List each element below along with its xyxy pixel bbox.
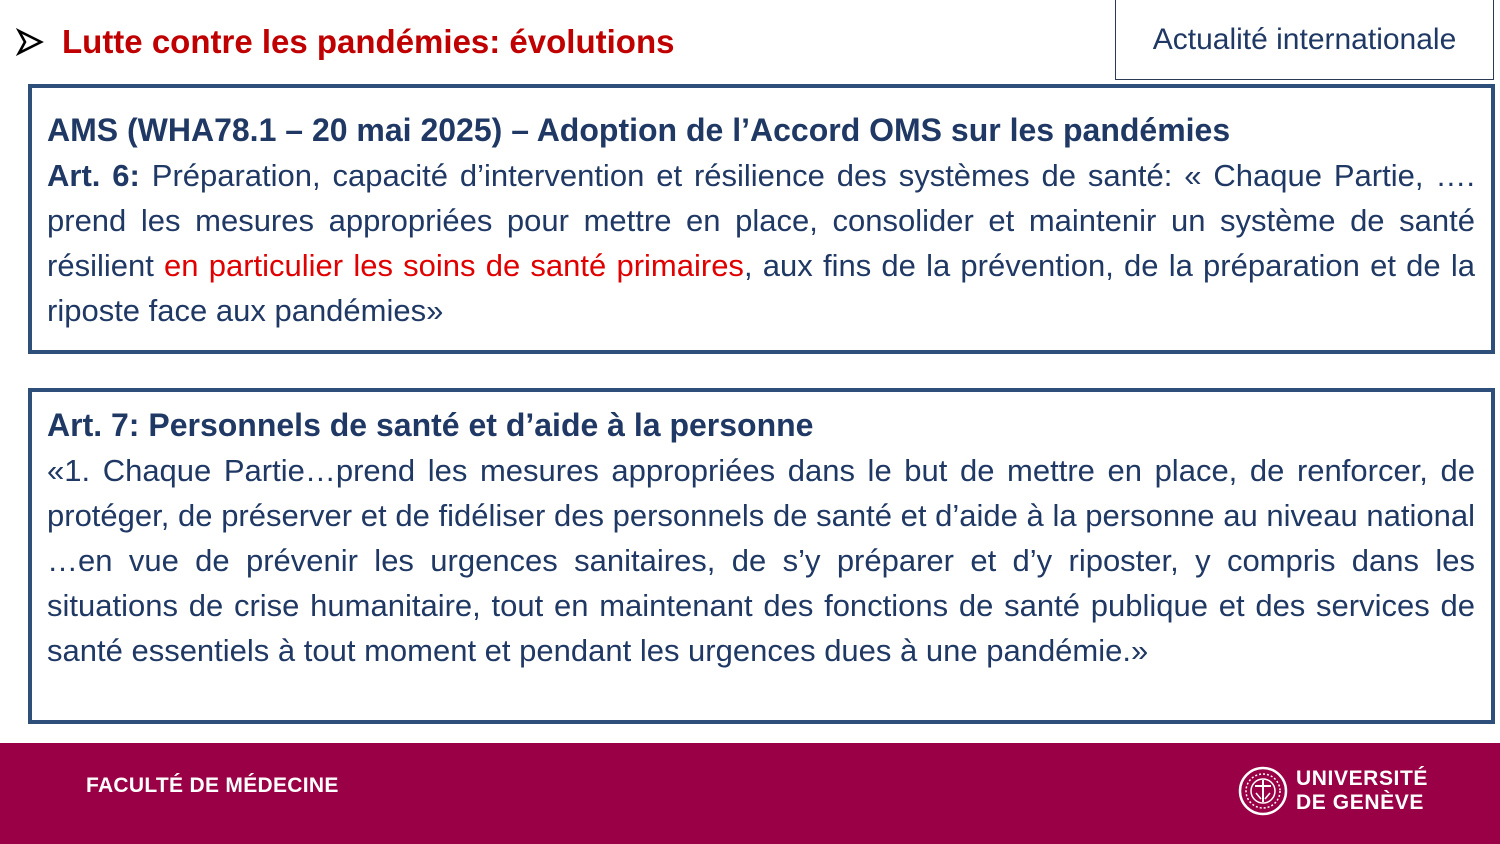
article-6-box: [28, 84, 1495, 354]
faculty-name: FACULTÉ DE MÉDECINE: [86, 774, 339, 797]
slide-title-row: [16, 20, 674, 64]
article-7-paragraph: «1. Chaque Partie…prend les mesures appropriées dans le but de mettre en place, de renforcer, de protéger, de préserver et de fidéliser des personnels de santé et d’aide à la personne au niveau national …en vue de prévenir les urgences sanitaires, de s’y préparer et d’y riposter, y compris dans les situations de crise humanitaire, tout en maintenant des fonctions de santé publique et des services de santé essentiels à tout moment et pendant les urgences dues à une pandémie.»: [47, 453, 1475, 668]
article-6-text-end: , aux fins de la prévention, de la préparation et de la riposte face aux pandémies»: [47, 248, 1475, 328]
article-6-paragraph: [47, 153, 1475, 333]
university-seal-icon: [1238, 766, 1288, 816]
university-name: [1296, 767, 1428, 815]
section-tag: [1115, 0, 1494, 80]
slide-title: Lutte contre les pandémies: évolutions: [62, 23, 675, 60]
box2-heading: Art. 7: Personnels de santé et d’aide à la personne: [47, 407, 814, 443]
article-6-label: Art. 6:: [47, 158, 140, 193]
section-tag-label: Actualité internationale: [1152, 22, 1457, 56]
article-6-text-start: Préparation, capacité d’intervention et résilience des systèmes de santé: « Chaque Partie, …. prend les mesures appropriées pour mettre en place, consolider et maintenir un système de santé résilient: [47, 158, 1475, 283]
arrowhead-bullet-icon: [16, 28, 44, 56]
university-name-line2: DE GENÈVE: [1296, 791, 1424, 814]
footer-bar: [0, 743, 1500, 844]
university-name-line1: UNIVERSITÉ: [1296, 767, 1429, 790]
article-7-box: [28, 388, 1495, 724]
university-logo: [1238, 766, 1428, 816]
article-6-highlight: en particulier les soins de santé primaires: [164, 248, 744, 283]
box1-heading: AMS (WHA78.1 – 20 mai 2025) – Adoption de l’Accord OMS sur les pandémies: [47, 112, 1231, 148]
